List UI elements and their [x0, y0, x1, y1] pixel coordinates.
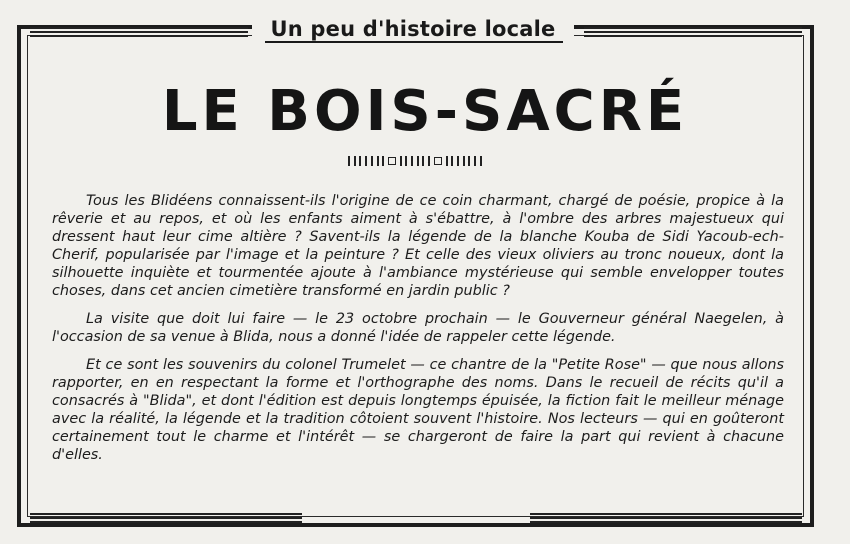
bottom-right-rules: [530, 513, 802, 523]
article-title: LE BOIS-SACRÉ: [161, 79, 689, 144]
paragraph-visit: La visite que doit lui faire — le 23 octobre prochain — le Gouverneur général Naegelen, à l'occasion de sa venue à Blida, nous a donné l'idée de rappeler cette légende.: [52, 311, 784, 345]
section-kicker: Un peu d'histoire locale: [270, 17, 556, 41]
article-body: [52, 192, 784, 474]
title-ornament: [348, 155, 482, 167]
paragraph-souvenirs: Et ce sont les souvenirs du colonel Trumelet — ce chantre de la "Petite Rose" — que nous allons rapporter, en en respectant la forme et l'orthographe des noms. Dans le recueil de récits qu'il a consacrés à "Blida", et dont l'édition est depuis longtemps épuisée, la fiction fait le meilleur ménage avec la réalité, la légende et la tradition côtoient souvent l'histoire. Nos lecteurs — qui en goûteront certainement tout le charme et l'intérêt — se chargeront de faire la part qui revient à chacune d'elles.: [52, 357, 784, 463]
top-right-rules: [584, 27, 802, 37]
bottom-left-rules: [30, 513, 302, 523]
kicker-underline: [265, 41, 563, 43]
top-left-rules: [30, 27, 248, 37]
paragraph-intro: Tous les Blidéens connaissent-ils l'origine de ce coin charmant, chargé de poésie, propice à la rêverie et au repos, et où les enfants aiment à s'ébattre, à l'ombre des arbres majestueux qui dressent haut leur cime altière ? Savent-ils la légende de la blanche Kouba de Sidi Yacoub-ech-Cherif, popularisée par l'image et la peinture ? Et celle des vieux oliviers au tronc noueux, dont la silhouette inquiète et tourmentée ajoute à l'ambiance mystérieuse qui semble envelopper toutes choses, dans cet ancien cimetière transformé en jardin public ?: [52, 193, 784, 299]
